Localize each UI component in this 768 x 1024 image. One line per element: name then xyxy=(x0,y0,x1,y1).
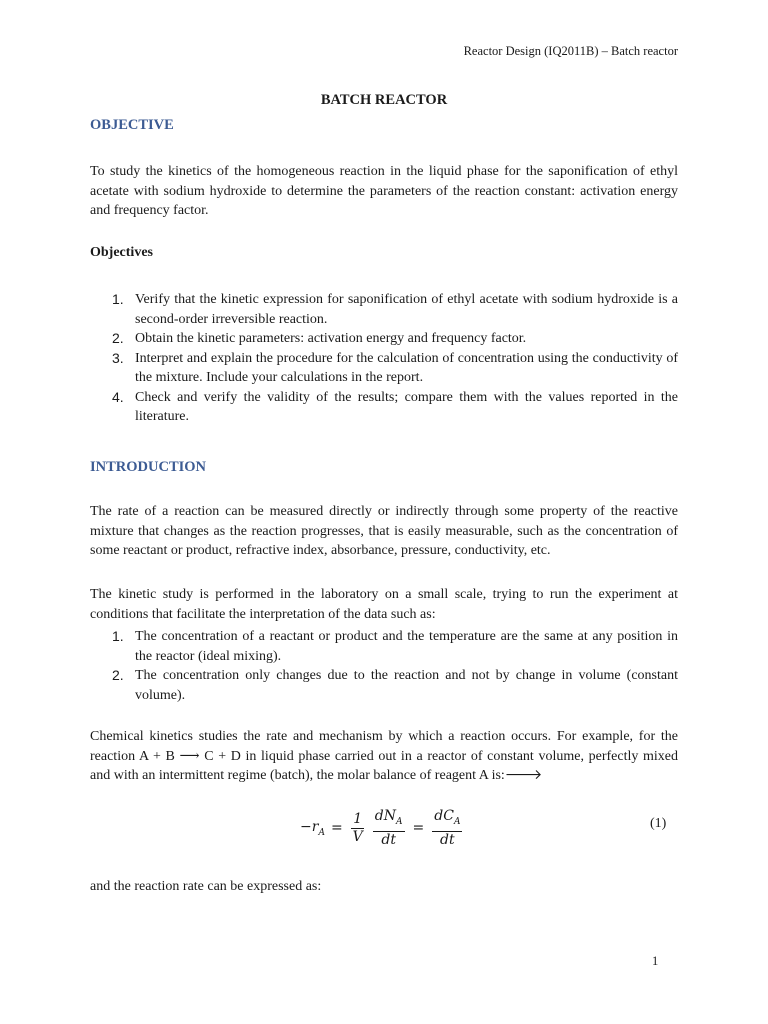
list-item-number: 1. xyxy=(112,291,124,307)
list-item-number: 3. xyxy=(112,349,124,366)
list-item-text: Obtain the kinetic parameters: activation energy and frequency factor. xyxy=(135,331,527,346)
equation-lhs: $-r_A$ xyxy=(300,819,325,838)
introduction-paragraph-2: The kinetic study is performed in the laboratory on a small scale, trying to run the experiment at conditions that facilitate the interpretation of the data such as: xyxy=(90,587,678,622)
introduction-heading: INTRODUCTION xyxy=(90,459,207,475)
introduction-paragraph-3: Chemical kinetics studies the rate and mechanism by which a reaction occurs. For example, for the reaction A + B ⟶ C + D in liquid phase carried out in a reactor of constant volume, perfectly mixed and with an intermittent regime (batch), the molar balance of reagent A is:🡒 xyxy=(90,729,678,783)
fraction-one-over-v: $\frac{1}{V}$ xyxy=(352,810,363,845)
objectives-subheading: Objectives xyxy=(90,245,153,260)
document-title: BATCH REACTOR xyxy=(320,92,448,108)
list-item xyxy=(90,388,678,427)
list-item xyxy=(90,290,678,329)
list-item xyxy=(90,627,678,666)
equals-sign: = xyxy=(412,820,425,837)
conditions-list xyxy=(90,627,678,705)
list-item xyxy=(90,329,678,349)
list-item xyxy=(90,349,678,388)
list-item-text: Check and verify the validity of the results; compare them with the values reported in the literature. xyxy=(135,389,678,424)
list-item xyxy=(90,666,678,705)
list-item-text: Interpret and explain the procedure for the calculation of concentration using the conductivity of the mixture. Include your calculations in the report. xyxy=(135,350,678,385)
list-item-number: 2. xyxy=(112,330,124,346)
rate-equation xyxy=(300,808,464,849)
list-item-text: The concentration only changes due to the reaction and not by change in volume (constant volume). xyxy=(135,668,678,703)
running-header: Reactor Design (IQ2011B) – Batch reactor xyxy=(463,44,678,58)
equation-number: (1) xyxy=(650,816,667,831)
introduction-paragraph-4: and the reaction rate can be expressed as: xyxy=(90,879,322,894)
list-item-text: The concentration of a reactant or product and the temperature are the same at any position in the reactor (ideal mixing). xyxy=(135,629,678,664)
page-number: 1 xyxy=(652,954,659,968)
objective-paragraph: To study the kinetics of the homogeneous reaction in the liquid phase for the saponification of ethyl acetate with sodium hydroxide to determine the parameters of the reaction constant: activation energy and frequency factor. xyxy=(90,164,678,218)
list-item-number: 2. xyxy=(112,667,124,683)
list-item-text: Verify that the kinetic expression for saponification of ethyl acetate with sodium hydroxide is a second-order irreversible reaction. xyxy=(135,292,678,327)
fraction-dna-dt: $\frac{dN_A}{dt}$ xyxy=(374,808,403,848)
equals-sign: = xyxy=(330,820,343,837)
list-item-number: 1. xyxy=(112,628,124,644)
fraction-dca-dt: $\frac{dC_A}{dt}$ xyxy=(434,808,461,848)
objective-heading: OBJECTIVE xyxy=(90,117,174,133)
list-item-number: 4. xyxy=(112,388,124,405)
objectives-list xyxy=(90,290,678,427)
introduction-paragraph-1: The rate of a reaction can be measured directly or indirectly through some property of the reactive mixture that changes as the reaction progresses, that is easily measurable, such as the concentration of some reactant or product, refractive index, absorbance, pressure, conductivity, etc. xyxy=(90,504,678,558)
